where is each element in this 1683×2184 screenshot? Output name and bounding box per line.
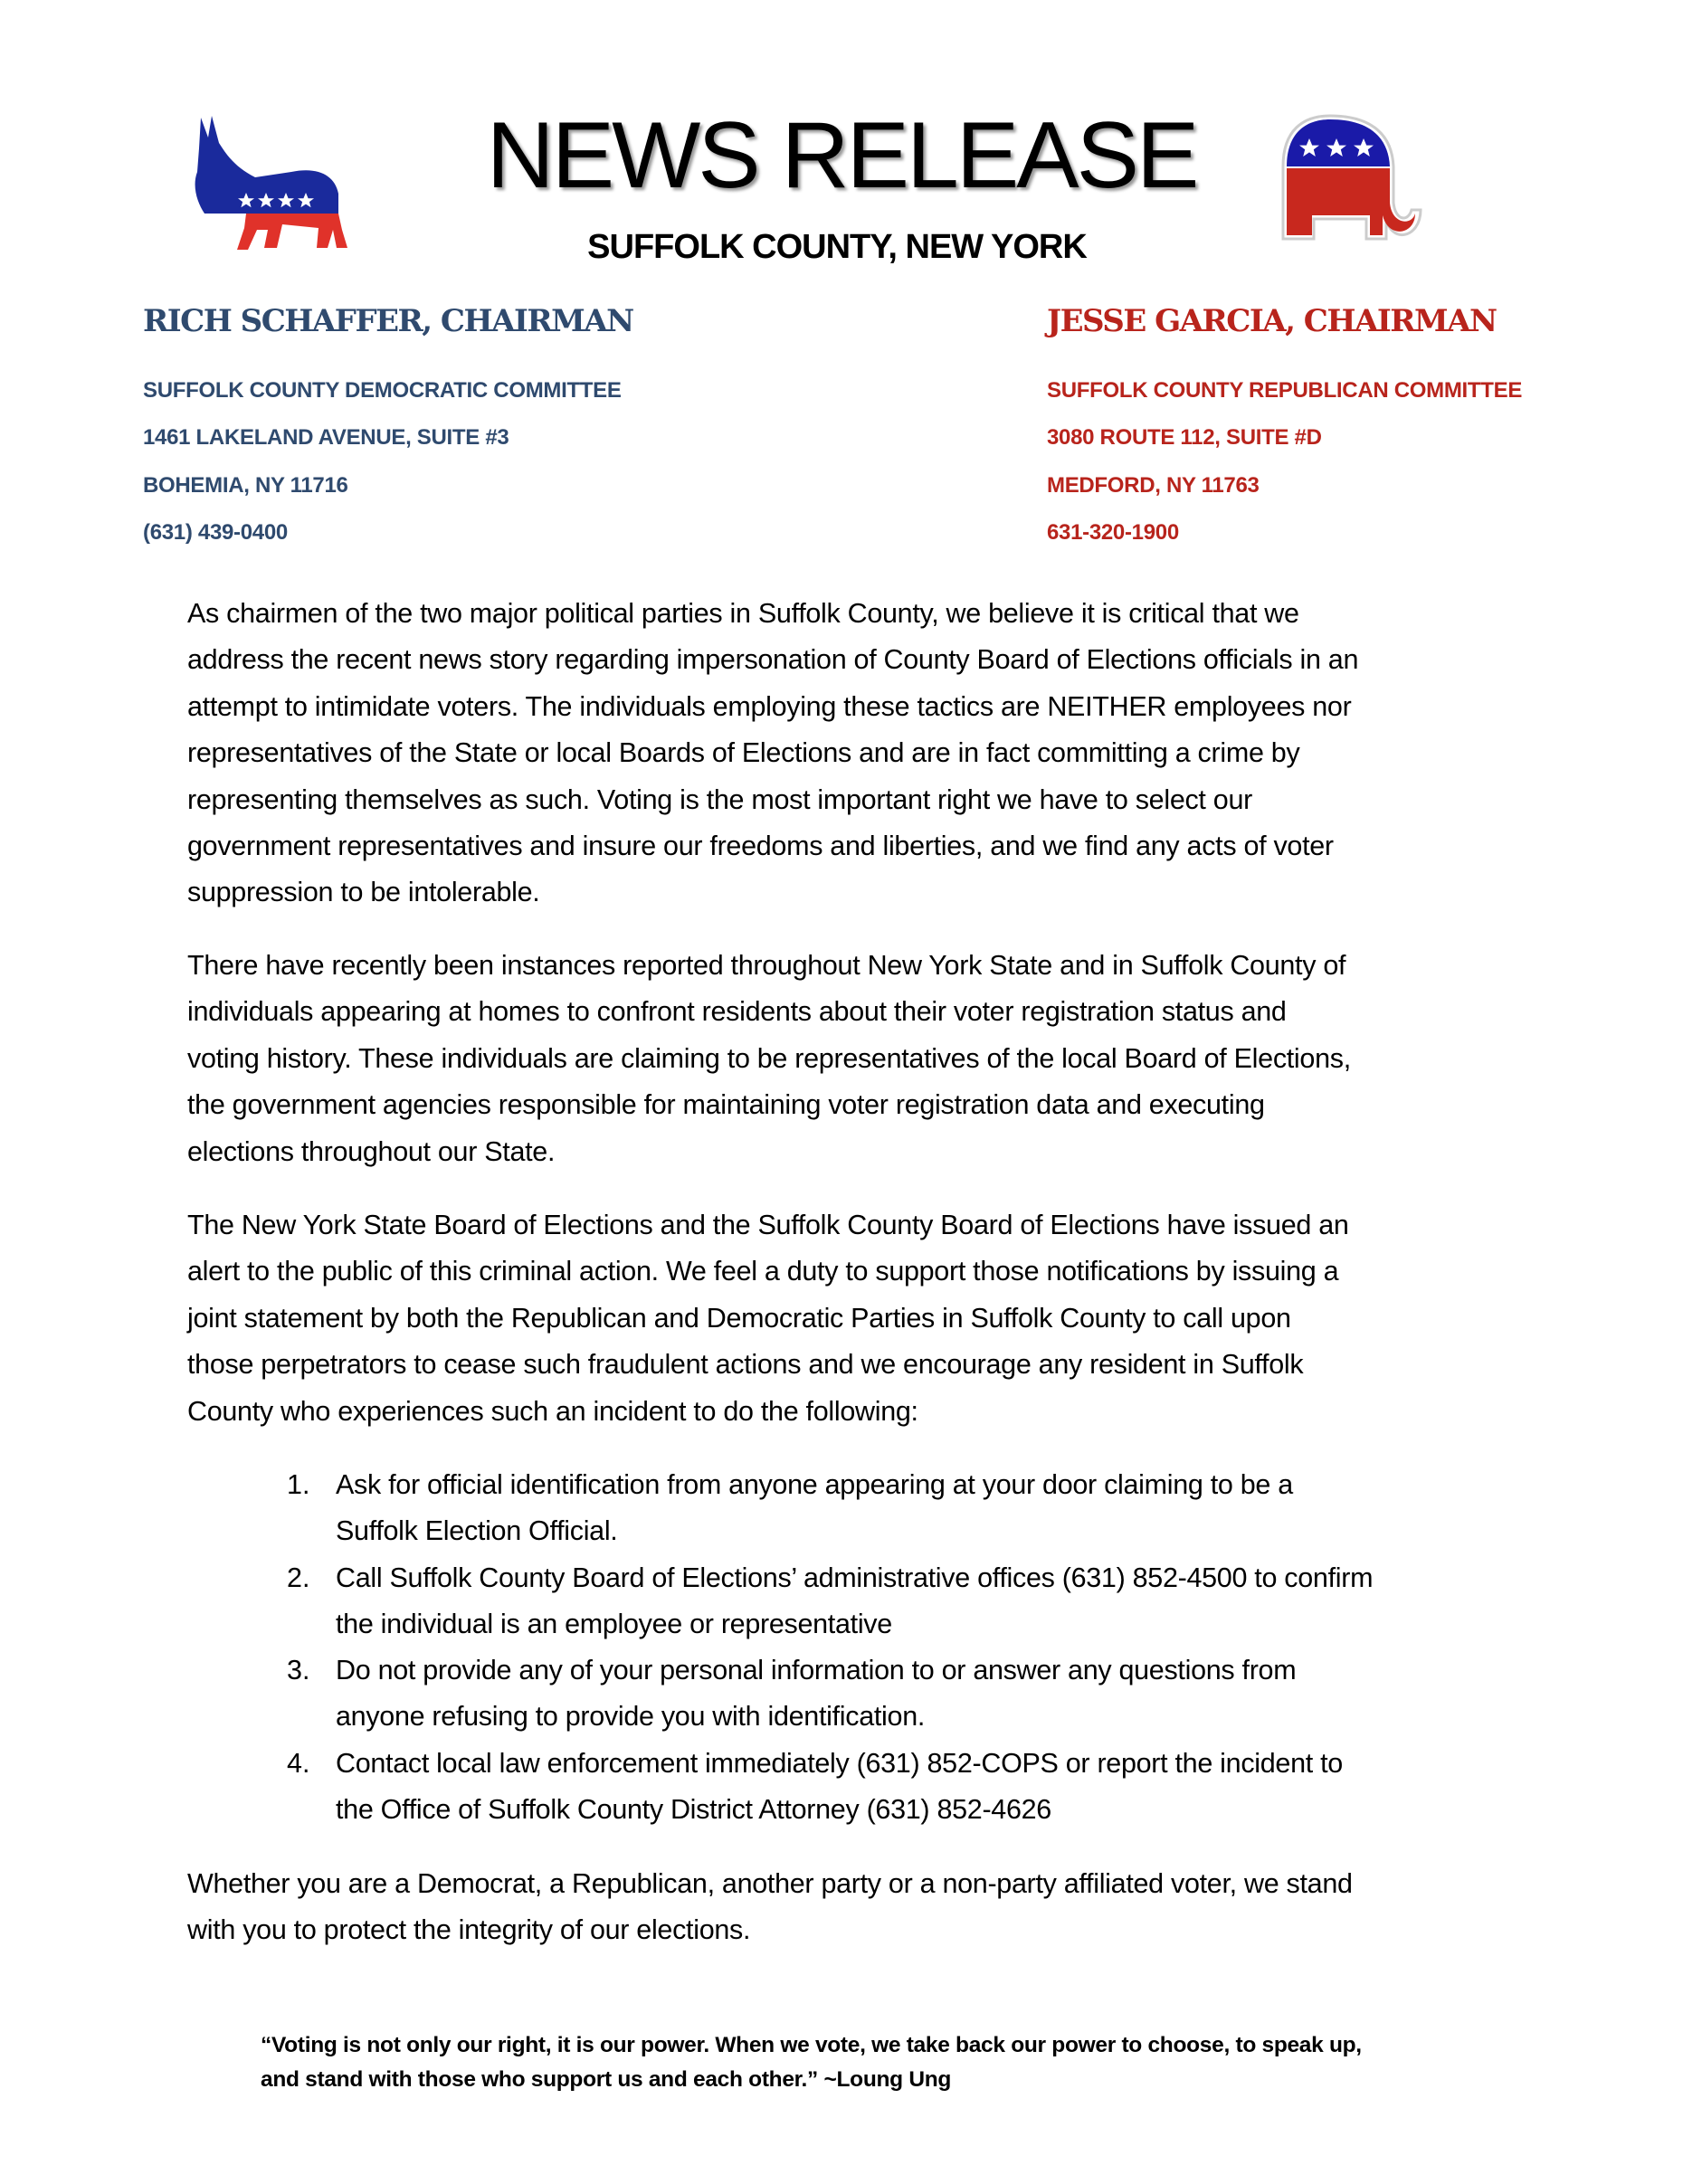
closing-line: Whether you are a Democrat, a Republican, another party or a non-party affiliated voter, we stand [187, 1868, 1353, 1899]
paragraph-line: As chairmen of the two major political parties in Suffolk County, we believe it is critical that we [187, 598, 1299, 629]
list-item-text: Suffolk Election Official. [336, 1515, 618, 1547]
paragraph-line: the government agencies responsible for maintaining voter registration data and executing [187, 1089, 1265, 1121]
paragraph-line: individuals appearing at homes to confront residents about their voter registration status and [187, 996, 1287, 1028]
republican-city: MEDFORD, NY 11763 [1047, 473, 1260, 498]
list-item-text: the Office of Suffolk County District Attorney (631) 852-4626 [336, 1794, 1051, 1826]
quote-line: and stand with those who support us and each other.” ~Loung Ung [261, 2067, 952, 2092]
republican-chairman: JESSE GARCIA, CHAIRMAN [1047, 303, 1497, 339]
closing-line: with you to protect the integrity of our elections. [187, 1914, 751, 1946]
republican-address: 3080 ROUTE 112, SUITE #D [1047, 425, 1322, 450]
democratic-committee-name: SUFFOLK COUNTY DEMOCRATIC COMMITTEE [143, 378, 622, 403]
republican-phone: 631-320-1900 [1047, 520, 1179, 545]
quote-line: “Voting is not only our right, it is our power. When we vote, we take back our power to choose, to speak up, [261, 2033, 1362, 2057]
democratic-address: 1461 LAKELAND AVENUE, SUITE #3 [143, 425, 509, 450]
democratic-donkey-icon [192, 112, 350, 255]
democratic-city: BOHEMIA, NY 11716 [143, 473, 348, 498]
paragraph-line: elections throughout our State. [187, 1135, 556, 1167]
paragraph-line: joint statement by both the Republican and Democratic Parties in Suffolk County to call upon [187, 1302, 1291, 1334]
republican-elephant-icon [1276, 112, 1428, 246]
paragraph-line: There have recently been instances reported throughout New York State and in Suffolk County of [187, 950, 1346, 981]
paragraph-line: alert to the public of this criminal action. We feel a duty to support those notifications by issuing a [187, 1256, 1339, 1287]
republican-committee-name: SUFFOLK COUNTY REPUBLICAN COMMITTEE [1047, 378, 1523, 403]
paragraph-line: attempt to intimidate voters. The individuals employing these tactics are NEITHER employees nor [187, 690, 1352, 722]
paragraph-line: those perpetrators to cease such fraudulent actions and we encourage any resident in Suffolk [187, 1349, 1304, 1381]
list-item-number: 3. [287, 1655, 310, 1685]
page-subtitle: SUFFOLK COUNTY, NEW YORK [587, 228, 1087, 266]
list-item-text: Do not provide any of your personal information to or answer any questions from [336, 1655, 1297, 1685]
list-item-text: anyone refusing to provide you with identification. [336, 1701, 926, 1733]
list-item-number: 1. [287, 1469, 310, 1500]
democratic-phone: (631) 439-0400 [143, 520, 288, 545]
list-item-text: Ask for official identification from anyone appearing at your door claiming to be a [336, 1469, 1293, 1500]
paragraph-line: representing themselves as such. Voting is the most important right we have to select our [187, 783, 1252, 815]
list-item-number: 4. [287, 1748, 310, 1779]
paragraph-line: voting history. These individuals are claiming to be representatives of the local Board of Elections, [187, 1042, 1351, 1074]
democratic-chairman: RICH SCHAFFER, CHAIRMAN [143, 303, 633, 339]
paragraph-line: address the recent news story regarding impersonation of County Board of Elections officials in an [187, 644, 1359, 676]
paragraph-line: suppression to be intolerable. [187, 877, 540, 908]
paragraph-line: representatives of the State or local Boards of Elections and are in fact committing a crime by [187, 737, 1300, 769]
paragraph-line: government representatives and insure our freedoms and liberties, and we find any acts of voter [187, 831, 1334, 861]
list-item-text: the individual is an employee or representative [336, 1609, 892, 1640]
paragraph-line: The New York State Board of Elections and the Suffolk County Board of Elections have issued an [187, 1210, 1349, 1240]
paragraph-line: County who experiences such an incident to do the following: [187, 1395, 918, 1427]
page-title: NEWS RELEASE [486, 103, 1197, 208]
list-item-text: Contact local law enforcement immediately (631) 852-COPS or report the incident to [336, 1748, 1343, 1779]
list-item-number: 2. [287, 1562, 310, 1593]
list-item-text: Call Suffolk County Board of Elections’ administrative offices (631) 852-4500 to confirm [336, 1562, 1374, 1593]
